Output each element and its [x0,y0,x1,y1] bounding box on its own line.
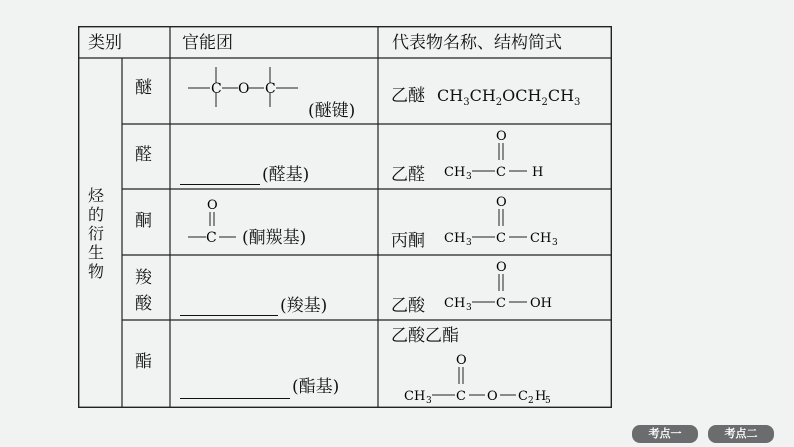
svg-text:CH: CH [404,389,426,404]
svg-text:3: 3 [426,396,432,406]
category-acid: 羧酸 [135,268,152,314]
svg-text:O: O [496,260,507,275]
example-name-acid: 乙酸 [391,296,425,316]
ethyl-acetate-structure [400,350,580,406]
group-name-aldehyde: (醛基) [262,165,310,185]
group-label: 烃的衍生物 [87,186,104,281]
svg-text:O: O [207,198,218,213]
ketone-group-structure [186,196,246,248]
acetic-acid-structure [440,257,580,315]
example-name-aldehyde: 乙醛 [391,165,425,185]
svg-text:3: 3 [466,238,472,248]
ether-group-structure [186,65,306,109]
header-functional-group: 官能团 [182,33,233,53]
group-name-ester: (酯基) [292,377,340,397]
svg-text:C: C [518,389,528,404]
svg-text:H: H [535,389,547,404]
svg-text:CH: CH [530,231,552,246]
group-name-ether: (醚键) [308,101,356,121]
svg-text:CH: CH [444,165,466,180]
svg-text:3: 3 [466,303,472,313]
category-ether: 醚 [135,78,152,98]
svg-text:C: C [496,165,506,180]
svg-text:H: H [532,165,544,180]
svg-text:OH: OH [530,296,552,311]
example-name-ether: 乙醚 [391,86,425,106]
nav-kaodian-2-button[interactable]: 考点二 [708,425,774,443]
svg-text:O: O [496,195,507,210]
svg-text:O: O [487,389,498,404]
svg-text:C: C [496,231,506,246]
group-name-acid: (羧基) [280,296,328,316]
blank-ester [180,398,290,399]
svg-text:O: O [496,129,507,144]
category-ester: 酯 [135,352,152,372]
svg-text:C: C [265,81,276,97]
nav-kaodian-1-button[interactable]: 考点一 [632,425,698,443]
svg-text:O: O [456,353,467,368]
svg-text:CH: CH [444,231,466,246]
svg-text:CH: CH [444,296,466,311]
group-name-ketone: (酮羰基) [242,228,307,248]
example-name-ketone: 丙酮 [391,231,425,251]
svg-text:3: 3 [466,172,472,182]
acetone-structure [440,192,580,250]
svg-text:C: C [211,81,222,97]
header-example: 代表物名称、结构简式 [392,33,562,53]
category-aldehyde: 醛 [135,145,152,165]
svg-text:C: C [206,230,217,246]
blank-acid [180,315,278,316]
svg-text:C: C [456,389,466,404]
header-category: 类别 [88,33,122,53]
svg-text:C: C [496,296,506,311]
example-formula-ether: $CH_3CH_2OCH_2CH_3$ [437,86,581,109]
svg-text:O: O [238,81,250,97]
acetaldehyde-structure [440,126,570,184]
svg-text:2: 2 [528,396,534,406]
example-name-ester: 乙酸乙酯 [391,326,459,346]
category-ketone: 酮 [135,211,152,231]
svg-text:5: 5 [545,396,551,406]
svg-text:3: 3 [552,238,558,248]
blank-aldehyde [180,184,260,185]
